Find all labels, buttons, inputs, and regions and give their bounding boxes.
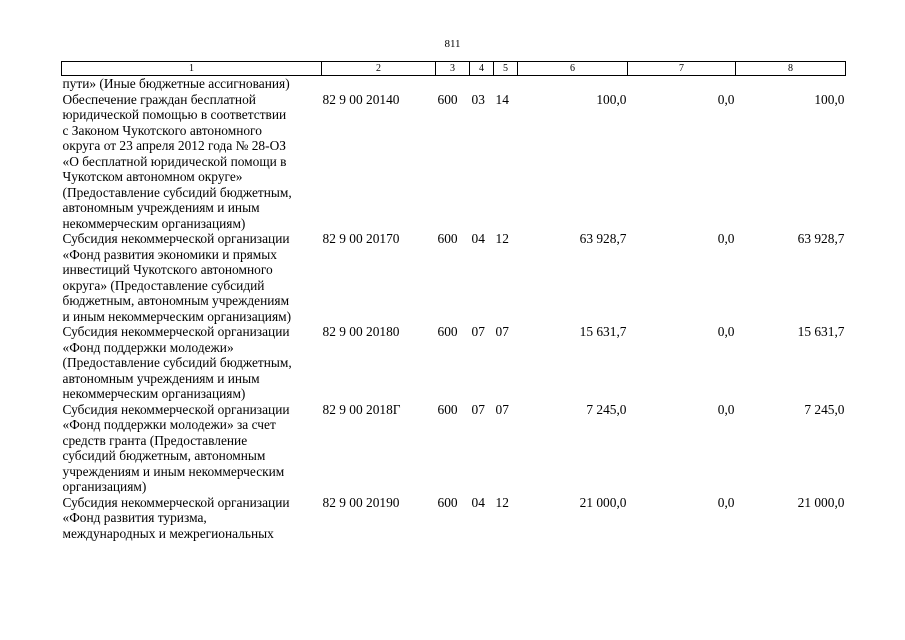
subsection-cell — [494, 76, 518, 92]
expense-name-line: Чукотском автономном округе» — [62, 169, 243, 184]
section-cell: 07 — [471, 401, 485, 417]
amount-column-7-cell: 0,0 — [717, 231, 735, 246]
column-header: 6 — [518, 62, 628, 76]
expense-name-line: учреждениям и иным некоммерческим — [62, 463, 285, 479]
target-article-code-cell: 82 9 00 20170 — [322, 231, 400, 246]
expense-name-line: округа от 23 апреля 2012 года № 28-ОЗ — [62, 138, 286, 153]
expense-type-cell: 600 — [437, 91, 458, 107]
amount-column-6-cell — [518, 76, 628, 92]
table-row — [62, 324, 846, 402]
expense-name-cell — [62, 495, 322, 542]
column-header: 5 — [494, 62, 518, 76]
expense-name-line: «Фонд поддержки молодежи» — [62, 339, 234, 355]
subsection-cell: 07 — [495, 324, 509, 339]
table-row — [62, 402, 846, 495]
amount-column-6-cell: 21 000,0 — [579, 494, 627, 510]
table-row — [62, 495, 846, 542]
amount-column-8-cell — [736, 76, 846, 92]
target-article-code-cell: 82 9 00 20190 — [322, 494, 400, 510]
expense-type-cell: 600 — [437, 494, 458, 510]
expense-name-line: Субсидия некоммерческой организации — [62, 494, 290, 510]
subsection-cell: 14 — [495, 91, 509, 107]
expense-name-line: «О бесплатной юридической помощи в — [62, 153, 287, 169]
expense-name-line: средств гранта (Предоставление — [62, 432, 248, 448]
expense-name-line: и иным некоммерческим организациям) — [62, 308, 292, 324]
amount-column-7-cell: 0,0 — [717, 401, 735, 417]
budget-table — [61, 61, 846, 541]
section-cell — [470, 76, 494, 92]
column-header: 4 — [470, 62, 494, 76]
expense-name-line: бюджетным, автономным учреждениям — [62, 293, 290, 308]
expense-name-cell — [62, 231, 322, 324]
amount-column-8-cell: 7 245,0 — [804, 401, 845, 417]
amount-column-8-cell: 63 928,7 — [797, 231, 845, 246]
expense-type-cell: 600 — [437, 324, 458, 339]
subsection-cell: 12 — [495, 231, 509, 246]
amount-column-7-cell — [628, 76, 736, 92]
expense-name-line: «Фонд развития экономики и прямых — [62, 246, 277, 262]
section-cell: 03 — [471, 91, 485, 107]
column-header: 7 — [628, 62, 736, 76]
column-header: 2 — [322, 62, 436, 76]
amount-column-6-cell: 100,0 — [596, 91, 627, 107]
section-cell: 04 — [471, 494, 485, 510]
expense-name-line: пути» (Иные бюджетные ассигнования) — [62, 76, 290, 91]
amount-column-6-cell: 15 631,7 — [579, 324, 627, 339]
amount-column-6-cell: 63 928,7 — [579, 231, 627, 246]
amount-column-7-cell: 0,0 — [717, 324, 735, 339]
target-article-code-cell: 82 9 00 20180 — [322, 324, 400, 339]
target-article-code-cell — [322, 76, 436, 92]
column-header: 3 — [436, 62, 470, 76]
expense-name-line: с Законом Чукотского автономного — [62, 122, 262, 138]
table-header — [62, 62, 846, 76]
table-row — [62, 92, 846, 232]
expense-name-line: юридической помощью в соответствии — [62, 107, 287, 122]
expense-name-cell — [62, 76, 322, 92]
expense-type-cell: 600 — [437, 401, 458, 417]
subsection-cell: 07 — [495, 401, 509, 417]
expense-name-line: Обеспечение граждан бесплатной — [62, 91, 256, 107]
amount-column-7-cell: 0,0 — [717, 91, 735, 107]
amount-column-8-cell: 100,0 — [814, 91, 845, 107]
amount-column-8-cell: 21 000,0 — [797, 494, 845, 510]
target-article-code-cell: 82 9 00 2018Г — [322, 401, 401, 417]
amount-column-8-cell: 15 631,7 — [797, 324, 845, 339]
expense-name-cell — [62, 324, 322, 402]
expense-name-line: Субсидия некоммерческой организации — [62, 401, 290, 417]
amount-column-7-cell: 0,0 — [717, 494, 735, 510]
section-cell: 04 — [471, 231, 485, 246]
expense-name-line: «Фонд поддержки молодежи» за счет — [62, 417, 276, 432]
expense-name-line: (Предоставление субсидий бюджетным, — [62, 355, 292, 370]
expense-name-line: автономным учреждениям и иным — [62, 200, 260, 215]
target-article-code-cell: 82 9 00 20140 — [322, 91, 400, 107]
expense-name-line: некоммерческим организациям) — [62, 386, 246, 401]
expense-name-line: округа» (Предоставление субсидий — [62, 277, 265, 293]
expense-name-line: организациям) — [62, 479, 147, 494]
expense-type-cell — [436, 76, 470, 92]
expense-name-line: некоммерческим организациям) — [62, 215, 246, 231]
expense-name-line: субсидий бюджетным, автономным — [62, 448, 266, 463]
table-row — [62, 76, 846, 92]
expense-type-cell: 600 — [437, 231, 458, 246]
header-row — [62, 62, 846, 76]
expense-name-line: автономным учреждениям и иным — [62, 370, 260, 386]
expense-name-line: (Предоставление субсидий бюджетным, — [62, 184, 292, 200]
section-cell: 07 — [471, 324, 485, 339]
page-number: 811 — [444, 38, 461, 50]
table-body — [62, 76, 846, 542]
expense-name-line: инвестиций Чукотского автономного — [62, 262, 273, 277]
table-row — [62, 231, 846, 324]
amount-column-6-cell: 7 245,0 — [586, 401, 627, 417]
expense-name-cell — [62, 402, 322, 495]
column-header: 8 — [736, 62, 846, 76]
expense-name-cell — [62, 92, 322, 232]
expense-name-line: «Фонд развития туризма, — [62, 510, 207, 525]
column-header: 1 — [62, 62, 322, 76]
subsection-cell: 12 — [495, 494, 509, 510]
expense-name-line: Субсидия некоммерческой организации — [62, 231, 290, 246]
expense-name-line: Субсидия некоммерческой организации — [62, 324, 290, 339]
expense-name-line: международных и межрегиональных — [62, 525, 274, 541]
